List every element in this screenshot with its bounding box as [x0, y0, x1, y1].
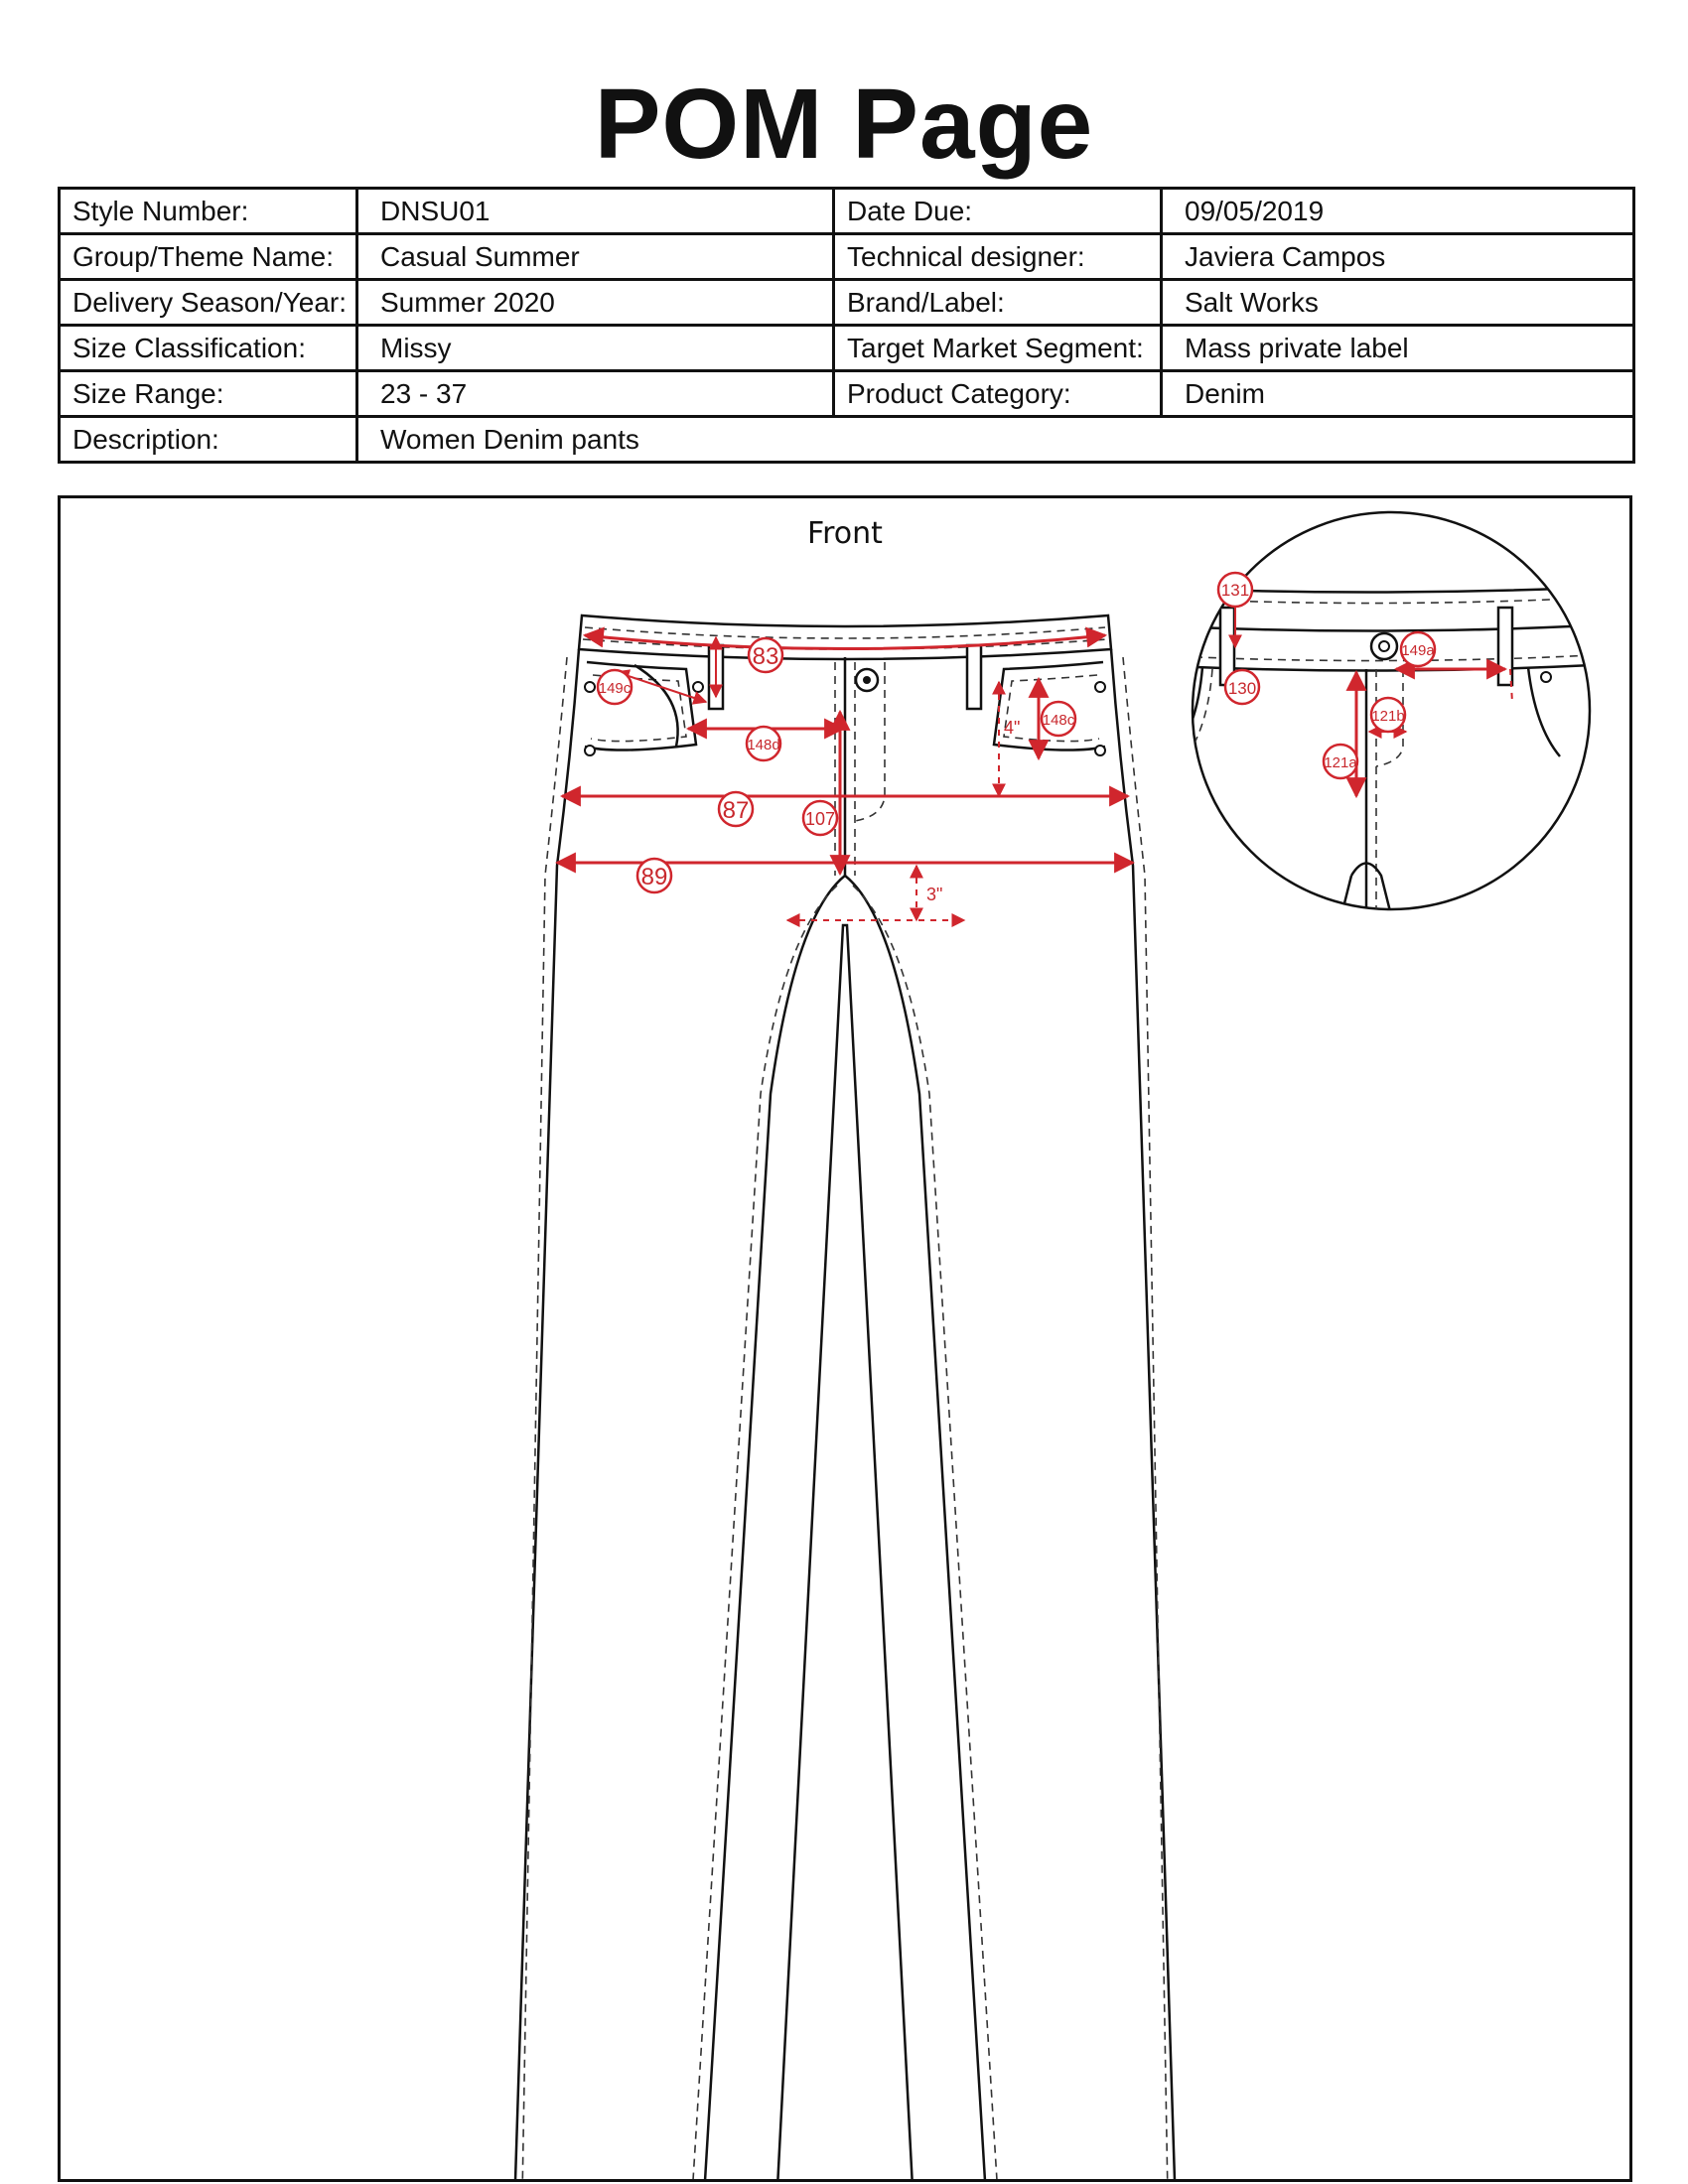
spec-row [60, 371, 1634, 417]
pom-4in-note: 4" [1004, 718, 1021, 738]
pom-89-label: 89 [640, 864, 668, 890]
spec-table [58, 187, 1635, 464]
date-due-value: 09/05/2019 [1162, 189, 1634, 234]
date-due-label: Date Due: [834, 189, 1162, 234]
description-label: Description: [60, 417, 357, 463]
style-number-value: DNSU01 [357, 189, 834, 234]
pom-121b-label: 121b [1371, 708, 1405, 725]
pom-3in-note: 3" [926, 885, 943, 904]
spec-row [60, 326, 1634, 371]
pom-148c-label: 148c [1042, 712, 1075, 729]
size-range-value: 23 - 37 [357, 371, 834, 417]
description-value: Women Denim pants [357, 417, 1634, 463]
pom-83-label: 83 [752, 643, 779, 670]
pom-107-label: 107 [804, 809, 836, 829]
pom-149a-label: 149a [1401, 642, 1435, 659]
spec-row [60, 189, 1634, 234]
pom-148d-label: 148d [747, 737, 780, 753]
pom-130-label: 130 [1227, 679, 1257, 698]
technical-drawing-canvas [61, 498, 1629, 2179]
target-market-value: Mass private label [1162, 326, 1634, 371]
brand-label: Brand/Label: [834, 280, 1162, 326]
size-class-value: Missy [357, 326, 834, 371]
delivery-value: Summer 2020 [357, 280, 834, 326]
style-number-label: Style Number: [60, 189, 357, 234]
technical-drawing [58, 495, 1632, 2182]
product-category-value: Denim [1162, 371, 1634, 417]
spec-row [60, 417, 1634, 463]
delivery-label: Delivery Season/Year: [60, 280, 357, 326]
spec-row [60, 234, 1634, 280]
brand-value: Salt Works [1162, 280, 1634, 326]
pom-149c-label: 149c [598, 680, 632, 697]
pom-131-label: 131 [1220, 581, 1250, 600]
group-theme-label: Group/Theme Name: [60, 234, 357, 280]
technical-designer-label: Technical designer: [834, 234, 1162, 280]
waistband-detail-view [1153, 512, 1629, 915]
spec-row [60, 280, 1634, 326]
view-label: Front [807, 516, 883, 551]
technical-designer-value: Javiera Campos [1162, 234, 1634, 280]
target-market-label: Target Market Segment: [834, 326, 1162, 371]
pom-121a-label: 121a [1324, 754, 1357, 771]
pom-87-label: 87 [722, 797, 750, 824]
size-range-label: Size Range: [60, 371, 357, 417]
group-theme-value: Casual Summer [357, 234, 834, 280]
pants-front-sketch [505, 615, 1185, 2179]
page-title: POM Page [594, 68, 1094, 180]
size-class-label: Size Classification: [60, 326, 357, 371]
product-category-label: Product Category: [834, 371, 1162, 417]
